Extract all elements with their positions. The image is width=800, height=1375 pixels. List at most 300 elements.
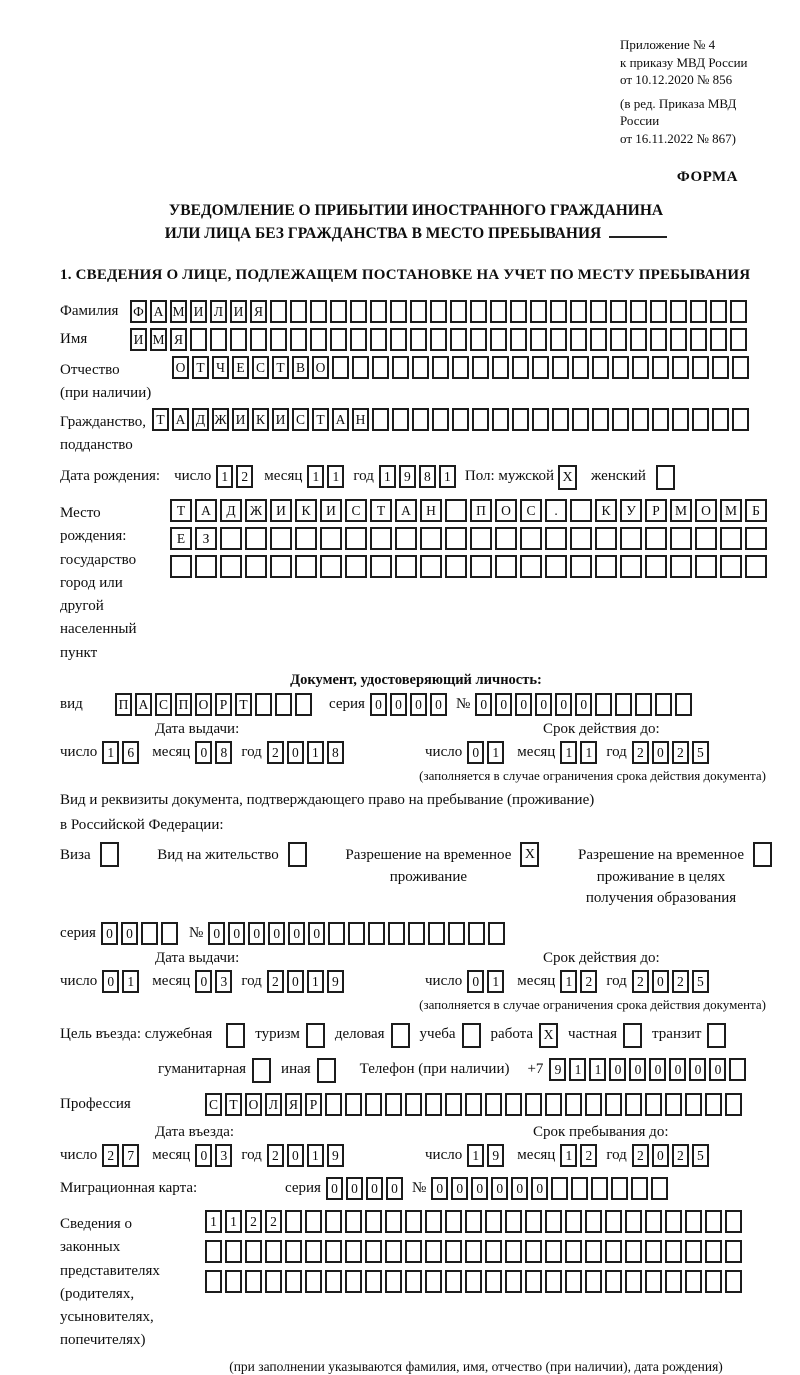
form-cell[interactable]: Р bbox=[645, 499, 667, 522]
form-cell[interactable]: Н bbox=[352, 408, 369, 431]
form-cell[interactable] bbox=[745, 527, 767, 550]
form-cell[interactable]: 0 bbox=[287, 1144, 304, 1167]
form-cell[interactable]: А bbox=[195, 499, 217, 522]
form-cell[interactable] bbox=[492, 408, 509, 431]
form-cell[interactable] bbox=[605, 1210, 622, 1233]
form-cell[interactable] bbox=[485, 1210, 502, 1233]
form-cell[interactable] bbox=[450, 300, 467, 323]
form-cell[interactable]: Ч bbox=[212, 356, 229, 379]
form-cell[interactable] bbox=[732, 408, 749, 431]
form-cell[interactable]: 0 bbox=[555, 693, 572, 716]
form-cell[interactable]: 0 bbox=[709, 1058, 726, 1081]
female-checkbox[interactable] bbox=[656, 465, 675, 490]
form-cell[interactable] bbox=[592, 356, 609, 379]
form-cell[interactable]: А bbox=[332, 408, 349, 431]
form-cell[interactable]: П bbox=[115, 693, 132, 716]
form-cell[interactable] bbox=[570, 555, 592, 578]
form-cell[interactable] bbox=[645, 1093, 662, 1116]
form-cell[interactable] bbox=[510, 300, 527, 323]
form-cell[interactable] bbox=[705, 1093, 722, 1116]
form-cell[interactable] bbox=[725, 1210, 742, 1233]
form-cell[interactable]: И bbox=[270, 499, 292, 522]
form-cell[interactable] bbox=[665, 1240, 682, 1263]
form-cell[interactable] bbox=[631, 1177, 648, 1200]
form-cell[interactable] bbox=[390, 300, 407, 323]
form-cell[interactable]: 5 bbox=[692, 1144, 709, 1167]
form-cell[interactable]: 0 bbox=[102, 970, 119, 993]
form-cell[interactable] bbox=[650, 328, 667, 351]
form-cell[interactable]: 1 bbox=[560, 1144, 577, 1167]
form-cell[interactable]: Е bbox=[170, 527, 192, 550]
form-cell[interactable] bbox=[468, 922, 485, 945]
form-cell[interactable] bbox=[205, 1270, 222, 1293]
form-cell[interactable] bbox=[712, 356, 729, 379]
form-cell[interactable] bbox=[492, 356, 509, 379]
form-cell[interactable]: 0 bbox=[288, 922, 305, 945]
form-cell[interactable] bbox=[645, 1210, 662, 1233]
form-cell[interactable]: 1 bbox=[122, 970, 139, 993]
form-cell[interactable]: С bbox=[155, 693, 172, 716]
form-cell[interactable] bbox=[365, 1240, 382, 1263]
form-cell[interactable] bbox=[425, 1270, 442, 1293]
form-cell[interactable] bbox=[470, 300, 487, 323]
form-cell[interactable] bbox=[632, 408, 649, 431]
form-cell[interactable] bbox=[161, 922, 178, 945]
form-cell[interactable]: 1 bbox=[560, 741, 577, 764]
form-cell[interactable] bbox=[141, 922, 158, 945]
form-cell[interactable]: 2 bbox=[672, 970, 689, 993]
form-cell[interactable]: 1 bbox=[327, 465, 344, 488]
form-cell[interactable] bbox=[585, 1210, 602, 1233]
form-cell[interactable]: Д bbox=[220, 499, 242, 522]
form-cell[interactable]: 0 bbox=[471, 1177, 488, 1200]
form-cell[interactable]: Л bbox=[265, 1093, 282, 1116]
form-cell[interactable]: 1 bbox=[439, 465, 456, 488]
form-cell[interactable]: 2 bbox=[632, 1144, 649, 1167]
form-cell[interactable]: Н bbox=[420, 499, 442, 522]
form-cell[interactable] bbox=[551, 1177, 568, 1200]
form-cell[interactable] bbox=[650, 300, 667, 323]
form-cell[interactable]: 5 bbox=[692, 741, 709, 764]
form-cell[interactable]: 2 bbox=[672, 741, 689, 764]
form-cell[interactable]: Т bbox=[225, 1093, 242, 1116]
form-cell[interactable] bbox=[372, 408, 389, 431]
form-cell[interactable] bbox=[490, 328, 507, 351]
form-cell[interactable] bbox=[332, 356, 349, 379]
form-cell[interactable] bbox=[412, 408, 429, 431]
form-cell[interactable] bbox=[585, 1093, 602, 1116]
form-cell[interactable] bbox=[420, 555, 442, 578]
form-cell[interactable] bbox=[565, 1240, 582, 1263]
form-cell[interactable] bbox=[390, 328, 407, 351]
form-cell[interactable] bbox=[545, 1210, 562, 1233]
form-cell[interactable]: 1 bbox=[379, 465, 396, 488]
form-cell[interactable]: 0 bbox=[370, 693, 387, 716]
form-cell[interactable] bbox=[305, 1270, 322, 1293]
purpose-private-checkbox[interactable] bbox=[623, 1023, 642, 1048]
form-cell[interactable] bbox=[425, 1093, 442, 1116]
form-cell[interactable] bbox=[370, 328, 387, 351]
form-cell[interactable]: И bbox=[272, 408, 289, 431]
form-cell[interactable] bbox=[275, 693, 292, 716]
form-cell[interactable] bbox=[245, 527, 267, 550]
form-cell[interactable] bbox=[652, 408, 669, 431]
form-cell[interactable]: Т bbox=[235, 693, 252, 716]
form-cell[interactable]: 0 bbox=[649, 1058, 666, 1081]
form-cell[interactable]: 2 bbox=[102, 1144, 119, 1167]
form-cell[interactable] bbox=[370, 555, 392, 578]
form-cell[interactable] bbox=[685, 1270, 702, 1293]
form-cell[interactable]: К bbox=[295, 499, 317, 522]
form-cell[interactable] bbox=[705, 1270, 722, 1293]
form-cell[interactable] bbox=[395, 555, 417, 578]
form-cell[interactable] bbox=[445, 1093, 462, 1116]
form-cell[interactable]: 0 bbox=[689, 1058, 706, 1081]
purpose-tourism-checkbox[interactable] bbox=[306, 1023, 325, 1048]
form-cell[interactable] bbox=[545, 555, 567, 578]
form-cell[interactable]: 1 bbox=[580, 741, 597, 764]
form-cell[interactable]: 2 bbox=[632, 741, 649, 764]
form-cell[interactable]: 3 bbox=[215, 1144, 232, 1167]
form-cell[interactable] bbox=[490, 300, 507, 323]
form-cell[interactable] bbox=[445, 1210, 462, 1233]
form-cell[interactable] bbox=[445, 1270, 462, 1293]
form-cell[interactable] bbox=[465, 1270, 482, 1293]
form-cell[interactable] bbox=[665, 1210, 682, 1233]
form-cell[interactable]: 0 bbox=[248, 922, 265, 945]
form-cell[interactable]: О bbox=[245, 1093, 262, 1116]
form-cell[interactable] bbox=[392, 408, 409, 431]
form-cell[interactable]: О bbox=[172, 356, 189, 379]
form-cell[interactable]: 1 bbox=[205, 1210, 222, 1233]
form-cell[interactable]: С bbox=[252, 356, 269, 379]
form-cell[interactable] bbox=[245, 1240, 262, 1263]
form-cell[interactable] bbox=[525, 1210, 542, 1233]
form-cell[interactable]: К bbox=[252, 408, 269, 431]
form-cell[interactable] bbox=[488, 922, 505, 945]
form-cell[interactable]: С bbox=[520, 499, 542, 522]
form-cell[interactable] bbox=[672, 356, 689, 379]
form-cell[interactable] bbox=[591, 1177, 608, 1200]
form-cell[interactable]: 1 bbox=[307, 970, 324, 993]
form-cell[interactable] bbox=[545, 527, 567, 550]
form-cell[interactable] bbox=[430, 328, 447, 351]
form-cell[interactable] bbox=[670, 555, 692, 578]
form-cell[interactable] bbox=[430, 300, 447, 323]
form-cell[interactable]: 0 bbox=[652, 1144, 669, 1167]
form-cell[interactable] bbox=[532, 356, 549, 379]
form-cell[interactable] bbox=[605, 1240, 622, 1263]
form-cell[interactable]: И bbox=[230, 300, 247, 323]
form-cell[interactable] bbox=[445, 499, 467, 522]
form-cell[interactable] bbox=[290, 328, 307, 351]
form-cell[interactable] bbox=[670, 300, 687, 323]
form-cell[interactable]: 2 bbox=[265, 1210, 282, 1233]
form-cell[interactable] bbox=[190, 328, 207, 351]
purpose-business-checkbox[interactable] bbox=[391, 1023, 410, 1048]
form-cell[interactable] bbox=[651, 1177, 668, 1200]
form-cell[interactable] bbox=[625, 1240, 642, 1263]
form-cell[interactable] bbox=[630, 300, 647, 323]
form-cell[interactable]: Я bbox=[285, 1093, 302, 1116]
form-cell[interactable] bbox=[595, 555, 617, 578]
form-cell[interactable]: 2 bbox=[267, 741, 284, 764]
form-cell[interactable] bbox=[729, 1058, 746, 1081]
form-cell[interactable]: У bbox=[620, 499, 642, 522]
form-cell[interactable]: 0 bbox=[451, 1177, 468, 1200]
form-cell[interactable] bbox=[645, 555, 667, 578]
form-cell[interactable]: 0 bbox=[386, 1177, 403, 1200]
form-cell[interactable] bbox=[452, 356, 469, 379]
form-cell[interactable] bbox=[552, 356, 569, 379]
form-cell[interactable]: 0 bbox=[609, 1058, 626, 1081]
form-cell[interactable]: 9 bbox=[327, 1144, 344, 1167]
form-cell[interactable]: 0 bbox=[346, 1177, 363, 1200]
form-cell[interactable]: И bbox=[320, 499, 342, 522]
form-cell[interactable] bbox=[665, 1093, 682, 1116]
form-cell[interactable] bbox=[670, 328, 687, 351]
form-cell[interactable]: 0 bbox=[431, 1177, 448, 1200]
form-cell[interactable] bbox=[265, 1270, 282, 1293]
purpose-official-checkbox[interactable] bbox=[226, 1023, 245, 1048]
form-cell[interactable] bbox=[465, 1240, 482, 1263]
form-cell[interactable]: 0 bbox=[195, 1144, 212, 1167]
form-cell[interactable]: 0 bbox=[287, 970, 304, 993]
form-cell[interactable] bbox=[550, 300, 567, 323]
form-cell[interactable] bbox=[545, 1270, 562, 1293]
form-cell[interactable]: 0 bbox=[531, 1177, 548, 1200]
form-cell[interactable] bbox=[485, 1270, 502, 1293]
form-cell[interactable] bbox=[365, 1210, 382, 1233]
form-cell[interactable] bbox=[445, 1240, 462, 1263]
form-cell[interactable] bbox=[655, 693, 672, 716]
form-cell[interactable] bbox=[205, 1240, 222, 1263]
form-cell[interactable] bbox=[225, 1270, 242, 1293]
form-cell[interactable] bbox=[710, 328, 727, 351]
form-cell[interactable]: Т bbox=[170, 499, 192, 522]
form-cell[interactable]: Т bbox=[312, 408, 329, 431]
form-cell[interactable]: 1 bbox=[216, 465, 233, 488]
form-cell[interactable] bbox=[625, 1270, 642, 1293]
form-cell[interactable]: 2 bbox=[267, 970, 284, 993]
form-cell[interactable] bbox=[570, 527, 592, 550]
form-cell[interactable] bbox=[348, 922, 365, 945]
form-cell[interactable]: 2 bbox=[580, 970, 597, 993]
form-cell[interactable] bbox=[412, 356, 429, 379]
form-cell[interactable] bbox=[605, 1093, 622, 1116]
form-cell[interactable]: 0 bbox=[515, 693, 532, 716]
form-cell[interactable]: А bbox=[172, 408, 189, 431]
form-cell[interactable]: 0 bbox=[366, 1177, 383, 1200]
form-cell[interactable]: Я bbox=[250, 300, 267, 323]
form-cell[interactable]: 0 bbox=[491, 1177, 508, 1200]
form-cell[interactable] bbox=[368, 922, 385, 945]
form-cell[interactable]: В bbox=[292, 356, 309, 379]
form-cell[interactable] bbox=[495, 527, 517, 550]
form-cell[interactable]: 8 bbox=[327, 741, 344, 764]
form-cell[interactable] bbox=[572, 408, 589, 431]
form-cell[interactable] bbox=[720, 555, 742, 578]
form-cell[interactable] bbox=[505, 1240, 522, 1263]
form-cell[interactable] bbox=[520, 555, 542, 578]
form-cell[interactable]: 8 bbox=[215, 741, 232, 764]
form-cell[interactable] bbox=[612, 356, 629, 379]
form-cell[interactable] bbox=[565, 1210, 582, 1233]
form-cell[interactable] bbox=[465, 1210, 482, 1233]
purpose-other-checkbox[interactable] bbox=[317, 1058, 336, 1083]
form-cell[interactable] bbox=[405, 1270, 422, 1293]
form-cell[interactable] bbox=[730, 300, 747, 323]
form-cell[interactable] bbox=[255, 693, 272, 716]
form-cell[interactable]: 2 bbox=[236, 465, 253, 488]
form-cell[interactable] bbox=[472, 356, 489, 379]
form-cell[interactable]: Д bbox=[192, 408, 209, 431]
form-cell[interactable] bbox=[670, 527, 692, 550]
temp-residence-checkbox[interactable]: X bbox=[520, 842, 539, 867]
form-cell[interactable] bbox=[590, 300, 607, 323]
form-cell[interactable]: 0 bbox=[101, 922, 118, 945]
form-cell[interactable] bbox=[552, 408, 569, 431]
form-cell[interactable] bbox=[565, 1270, 582, 1293]
form-cell[interactable]: С bbox=[205, 1093, 222, 1116]
form-cell[interactable]: 0 bbox=[575, 693, 592, 716]
form-cell[interactable]: 5 bbox=[692, 970, 709, 993]
male-checkbox[interactable]: X bbox=[558, 465, 577, 490]
form-cell[interactable] bbox=[365, 1093, 382, 1116]
form-cell[interactable]: 2 bbox=[245, 1210, 262, 1233]
form-cell[interactable] bbox=[270, 555, 292, 578]
form-cell[interactable] bbox=[325, 1240, 342, 1263]
form-cell[interactable]: 0 bbox=[652, 970, 669, 993]
form-cell[interactable]: 0 bbox=[208, 922, 225, 945]
form-cell[interactable]: 1 bbox=[560, 970, 577, 993]
form-cell[interactable]: 9 bbox=[399, 465, 416, 488]
form-cell[interactable]: 0 bbox=[410, 693, 427, 716]
form-cell[interactable] bbox=[365, 1270, 382, 1293]
form-cell[interactable]: 0 bbox=[287, 741, 304, 764]
form-cell[interactable] bbox=[495, 555, 517, 578]
form-cell[interactable] bbox=[320, 555, 342, 578]
form-cell[interactable] bbox=[595, 693, 612, 716]
form-cell[interactable] bbox=[570, 300, 587, 323]
form-cell[interactable]: 6 bbox=[122, 741, 139, 764]
form-cell[interactable] bbox=[220, 527, 242, 550]
form-cell[interactable]: 9 bbox=[327, 970, 344, 993]
form-cell[interactable]: 1 bbox=[467, 1144, 484, 1167]
form-cell[interactable]: И bbox=[190, 300, 207, 323]
form-cell[interactable] bbox=[305, 1240, 322, 1263]
form-cell[interactable] bbox=[395, 527, 417, 550]
form-cell[interactable] bbox=[410, 300, 427, 323]
residence-permit-checkbox[interactable] bbox=[288, 842, 307, 867]
form-cell[interactable] bbox=[285, 1270, 302, 1293]
form-cell[interactable] bbox=[532, 408, 549, 431]
form-cell[interactable]: С bbox=[345, 499, 367, 522]
form-cell[interactable] bbox=[512, 356, 529, 379]
form-cell[interactable] bbox=[572, 356, 589, 379]
form-cell[interactable] bbox=[345, 527, 367, 550]
form-cell[interactable] bbox=[432, 356, 449, 379]
form-cell[interactable] bbox=[590, 328, 607, 351]
form-cell[interactable]: О bbox=[695, 499, 717, 522]
form-cell[interactable] bbox=[372, 356, 389, 379]
form-cell[interactable]: 0 bbox=[195, 741, 212, 764]
form-cell[interactable] bbox=[270, 328, 287, 351]
visa-checkbox[interactable] bbox=[100, 842, 119, 867]
form-cell[interactable] bbox=[290, 300, 307, 323]
form-cell[interactable]: 0 bbox=[390, 693, 407, 716]
form-cell[interactable]: 1 bbox=[589, 1058, 606, 1081]
form-cell[interactable]: 9 bbox=[549, 1058, 566, 1081]
form-cell[interactable] bbox=[392, 356, 409, 379]
form-cell[interactable]: П bbox=[470, 499, 492, 522]
form-cell[interactable] bbox=[425, 1210, 442, 1233]
form-cell[interactable] bbox=[265, 1240, 282, 1263]
form-cell[interactable] bbox=[530, 300, 547, 323]
form-cell[interactable] bbox=[692, 356, 709, 379]
form-cell[interactable]: 2 bbox=[267, 1144, 284, 1167]
form-cell[interactable] bbox=[465, 1093, 482, 1116]
form-cell[interactable] bbox=[692, 408, 709, 431]
form-cell[interactable] bbox=[485, 1093, 502, 1116]
form-cell[interactable]: 0 bbox=[326, 1177, 343, 1200]
form-cell[interactable] bbox=[610, 328, 627, 351]
form-cell[interactable] bbox=[270, 300, 287, 323]
form-cell[interactable] bbox=[448, 922, 465, 945]
form-cell[interactable]: 1 bbox=[487, 741, 504, 764]
form-cell[interactable]: 0 bbox=[268, 922, 285, 945]
form-cell[interactable] bbox=[625, 1093, 642, 1116]
form-cell[interactable] bbox=[592, 408, 609, 431]
form-cell[interactable] bbox=[210, 328, 227, 351]
form-cell[interactable] bbox=[685, 1210, 702, 1233]
form-cell[interactable] bbox=[220, 555, 242, 578]
form-cell[interactable] bbox=[620, 527, 642, 550]
form-cell[interactable] bbox=[695, 527, 717, 550]
form-cell[interactable]: 0 bbox=[495, 693, 512, 716]
form-cell[interactable]: И bbox=[232, 408, 249, 431]
form-cell[interactable] bbox=[310, 328, 327, 351]
form-cell[interactable]: П bbox=[175, 693, 192, 716]
form-cell[interactable] bbox=[725, 1093, 742, 1116]
form-cell[interactable]: 7 bbox=[122, 1144, 139, 1167]
form-cell[interactable] bbox=[585, 1240, 602, 1263]
form-cell[interactable]: 0 bbox=[511, 1177, 528, 1200]
form-cell[interactable]: 0 bbox=[467, 970, 484, 993]
form-cell[interactable] bbox=[352, 356, 369, 379]
form-cell[interactable] bbox=[615, 693, 632, 716]
form-cell[interactable] bbox=[170, 555, 192, 578]
form-cell[interactable]: Ж bbox=[212, 408, 229, 431]
form-cell[interactable] bbox=[705, 1210, 722, 1233]
form-cell[interactable] bbox=[325, 1093, 342, 1116]
form-cell[interactable] bbox=[695, 555, 717, 578]
form-cell[interactable] bbox=[550, 328, 567, 351]
form-cell[interactable] bbox=[325, 1210, 342, 1233]
form-cell[interactable]: Ф bbox=[130, 300, 147, 323]
form-cell[interactable] bbox=[420, 527, 442, 550]
form-cell[interactable]: Е bbox=[232, 356, 249, 379]
form-cell[interactable] bbox=[350, 328, 367, 351]
form-cell[interactable]: 0 bbox=[308, 922, 325, 945]
purpose-study-checkbox[interactable] bbox=[462, 1023, 481, 1048]
form-cell[interactable] bbox=[245, 555, 267, 578]
form-cell[interactable]: И bbox=[130, 328, 147, 351]
form-cell[interactable] bbox=[645, 527, 667, 550]
form-cell[interactable]: О bbox=[495, 499, 517, 522]
form-cell[interactable] bbox=[485, 1240, 502, 1263]
form-cell[interactable] bbox=[425, 1240, 442, 1263]
